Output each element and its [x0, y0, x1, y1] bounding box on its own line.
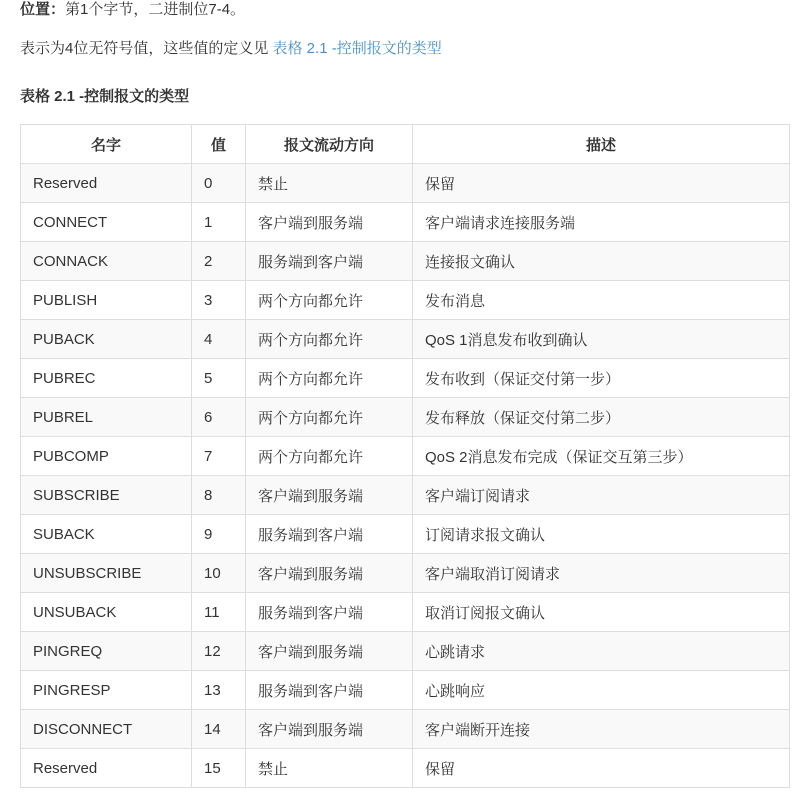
cell-direction: 两个方向都允许 [246, 437, 413, 476]
cell-description: 取消订阅报文确认 [413, 593, 790, 632]
control-packet-types-table [20, 124, 790, 788]
cell-value: 11 [192, 593, 246, 632]
cell-name: PUBLISH [21, 281, 192, 320]
cell-name: SUBSCRIBE [21, 476, 192, 515]
cell-description: 发布收到（保证交付第一步） [413, 359, 790, 398]
table-row [21, 632, 790, 671]
cell-name: Reserved [21, 749, 192, 788]
table-row [21, 671, 790, 710]
table-row [21, 749, 790, 788]
cell-direction: 两个方向都允许 [246, 359, 413, 398]
cell-name: PINGRESP [21, 671, 192, 710]
cell-name: PUBREL [21, 398, 192, 437]
cell-direction: 两个方向都允许 [246, 320, 413, 359]
table-row [21, 710, 790, 749]
cell-description: 订阅请求报文确认 [413, 515, 790, 554]
cell-description: 连接报文确认 [413, 242, 790, 281]
cell-value: 10 [192, 554, 246, 593]
table-row [21, 164, 790, 203]
cell-description: 保留 [413, 749, 790, 788]
cell-name: CONNECT [21, 203, 192, 242]
cell-value: 2 [192, 242, 246, 281]
table-body [21, 164, 790, 788]
table-header-row [21, 125, 790, 164]
cell-value: 12 [192, 632, 246, 671]
cell-name: CONNACK [21, 242, 192, 281]
cell-value: 1 [192, 203, 246, 242]
table-row [21, 281, 790, 320]
cell-direction: 客户端到服务端 [246, 632, 413, 671]
table-row [21, 359, 790, 398]
cell-direction: 服务端到客户端 [246, 593, 413, 632]
table-row [21, 437, 790, 476]
header-description: 描述 [413, 125, 790, 164]
cell-description: QoS 1消息发布收到确认 [413, 320, 790, 359]
cell-description: 客户端取消订阅请求 [413, 554, 790, 593]
cell-name: PINGREQ [21, 632, 192, 671]
cell-description: 心跳请求 [413, 632, 790, 671]
cell-name: Reserved [21, 164, 192, 203]
cell-value: 4 [192, 320, 246, 359]
cell-description: 发布释放（保证交付第二步） [413, 398, 790, 437]
table-reference-link[interactable]: 表格 2.1 -控制报文的类型 [272, 40, 442, 57]
cell-name: UNSUBSCRIBE [21, 554, 192, 593]
cell-direction: 禁止 [246, 749, 413, 788]
table-row [21, 593, 790, 632]
header-name: 名字 [21, 125, 192, 164]
cell-name: PUBCOMP [21, 437, 192, 476]
cell-name: DISCONNECT [21, 710, 192, 749]
table-row [21, 515, 790, 554]
cell-value: 5 [192, 359, 246, 398]
cell-direction: 客户端到服务端 [246, 554, 413, 593]
table-row [21, 203, 790, 242]
table-row [21, 398, 790, 437]
position-line [20, 0, 245, 20]
cell-value: 14 [192, 710, 246, 749]
cell-direction: 客户端到服务端 [246, 203, 413, 242]
cell-description: QoS 2消息发布完成（保证交互第三步） [413, 437, 790, 476]
cell-description: 客户端订阅请求 [413, 476, 790, 515]
cell-description: 客户端请求连接服务端 [413, 203, 790, 242]
cell-direction: 客户端到服务端 [246, 710, 413, 749]
cell-name: SUBACK [21, 515, 192, 554]
cell-description: 保留 [413, 164, 790, 203]
table-caption: 表格 2.1 -控制报文的类型 [20, 88, 190, 105]
cell-name: UNSUBACK [21, 593, 192, 632]
cell-direction: 服务端到客户端 [246, 515, 413, 554]
table-row [21, 476, 790, 515]
table-row [21, 242, 790, 281]
position-label: 位置： [20, 1, 66, 18]
cell-direction: 服务端到客户端 [246, 671, 413, 710]
cell-direction: 客户端到服务端 [246, 476, 413, 515]
description-line [20, 39, 442, 59]
cell-value: 6 [192, 398, 246, 437]
cell-value: 0 [192, 164, 246, 203]
cell-value: 7 [192, 437, 246, 476]
header-direction: 报文流动方向 [246, 125, 413, 164]
cell-direction: 两个方向都允许 [246, 281, 413, 320]
cell-value: 15 [192, 749, 246, 788]
cell-direction: 服务端到客户端 [246, 242, 413, 281]
table-row [21, 320, 790, 359]
cell-description: 发布消息 [413, 281, 790, 320]
cell-direction: 两个方向都允许 [246, 398, 413, 437]
description-text: 表示为4位无符号值，这些值的定义见 [20, 40, 273, 57]
cell-description: 心跳响应 [413, 671, 790, 710]
cell-name: PUBREC [21, 359, 192, 398]
cell-value: 9 [192, 515, 246, 554]
cell-direction: 禁止 [246, 164, 413, 203]
cell-value: 13 [192, 671, 246, 710]
position-text: 第1个字节，二进制位7-4。 [65, 1, 246, 18]
cell-description: 客户端断开连接 [413, 710, 790, 749]
table-row [21, 554, 790, 593]
cell-value: 8 [192, 476, 246, 515]
header-value: 值 [192, 125, 246, 164]
cell-name: PUBACK [21, 320, 192, 359]
cell-value: 3 [192, 281, 246, 320]
